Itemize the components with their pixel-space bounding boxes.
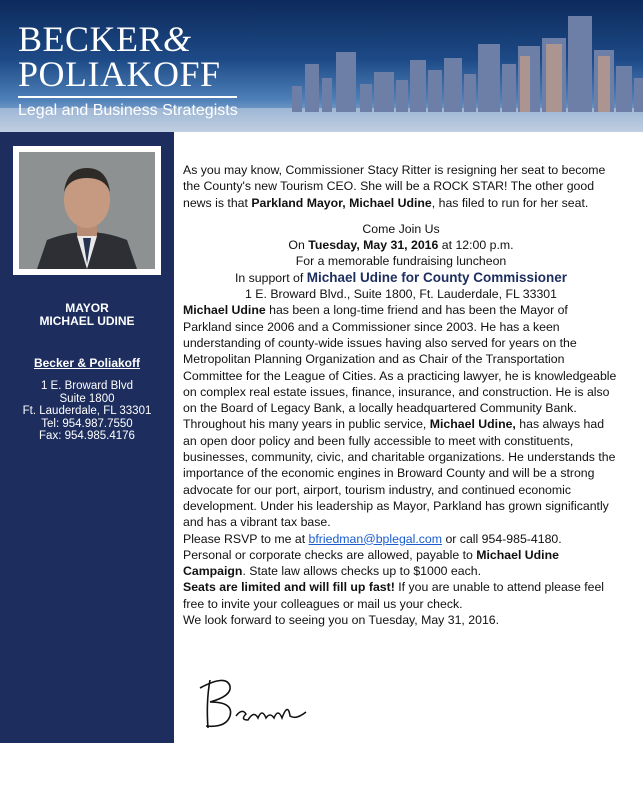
- sidebar-fax: Fax: 954.985.4176: [39, 430, 135, 442]
- firm-logo: [18, 19, 238, 121]
- logo-ampersand: &: [163, 19, 192, 59]
- sidebar-firm-name: Becker & Poliakoff: [33, 356, 141, 370]
- logo-divider: [18, 96, 237, 98]
- rsvp-text: Please RSVP to me at: [183, 531, 309, 546]
- header-banner: [0, 0, 643, 132]
- on-text: On: [288, 238, 309, 253]
- sidebar: [0, 132, 174, 743]
- checks-payee: Michael Udine Campaign: [183, 547, 559, 579]
- event-time: at 12:00 p.m.: [438, 238, 514, 253]
- logo-line-2: POLIAKOFF: [18, 54, 221, 94]
- bio-paragraph: [183, 302, 619, 416]
- intro-text: As you may know, Commissioner Stacy Ritter is resigning her seat to become the County's new Tourism CEO. She will be a ROCK STAR! The other good news is that: [183, 163, 606, 210]
- support-line: [183, 270, 619, 286]
- event-date-line: [183, 237, 619, 253]
- intro-text-end: , has filed to run for her seat.: [431, 195, 589, 210]
- event-location: 1 E. Broward Blvd., Suite 1800, Ft. Lauderdale, FL 33301: [245, 287, 557, 302]
- event-date: Tuesday, May 31, 2016: [308, 238, 439, 253]
- checks-paragraph: [183, 547, 619, 580]
- logo-line-1: BECKER: [18, 19, 164, 59]
- sidebar-address-line: Ft. Lauderdale, FL 33301: [22, 405, 152, 417]
- support-prefix: In support of: [234, 270, 307, 285]
- rsvp-phone-text: or call 954-985-4180.: [442, 531, 562, 546]
- limited-bold-text: Seats are limited and will fill up fast!: [183, 580, 395, 595]
- page-footer-blank: [0, 743, 643, 788]
- sidebar-address-line: Suite 1800: [59, 392, 115, 405]
- intro-bold-text: Parkland Mayor, Michael Udine: [251, 195, 432, 210]
- intro-paragraph: [183, 162, 619, 211]
- limited-text: If you are unable to attend please feel free to invite your colleagues or mail us your check.: [183, 580, 605, 611]
- service-text: Throughout his many years in public service,: [183, 417, 430, 432]
- sidebar-title: MAYOR: [65, 301, 109, 315]
- sidebar-name: MICHAEL UDINE: [39, 314, 135, 328]
- sidebar-phone: Tel: 954.987.7550: [41, 417, 133, 430]
- headshot-photo: [19, 152, 155, 269]
- headshot-frame: [13, 146, 161, 275]
- service-text-end: has always had an open door policy and been fully accessible to meet with constituents, businesses, community, civic, and charitable organizations. He understands the importance of the economic engines in Broward County and will be a strong advocate for our port, airport, tourism industry, and continued economic development. Under his leadership as Mayor, Parkland has grown significantly and has a vibrant tax base.: [183, 417, 616, 530]
- campaign-title: Michael Udine for County Commissioner: [306, 269, 568, 285]
- bio-text: has been a long-time friend and has been the Mayor of Parkland since 2006 and a Commissioner since 2003. He has a keen understanding of county-wide issues having also served for years on the Metropolitan Planning Organization and as Chair of the Transportation Committee for the League of Cities. As a practicing lawyer, he is knowledgeable on complex real estate issues, finance, insurance, and construction. He is also on the Board of Legacy Bank, a locally headquartered Community Bank.: [183, 303, 617, 416]
- come-join-line: Come Join Us: [362, 221, 440, 236]
- checks-text: Personal or corporate checks are allowed, payable to: [183, 547, 477, 562]
- service-paragraph: [183, 416, 619, 530]
- bio-name: Michael Udine: [183, 303, 266, 318]
- rsvp-email-link[interactable]: bfriedman@bplegal.com: [308, 531, 443, 546]
- sidebar-contact: [0, 380, 174, 443]
- sidebar-name-block: [0, 302, 174, 328]
- letter-body: [183, 162, 619, 628]
- service-bold-name: Michael Udine,: [429, 417, 516, 432]
- logo-tagline: Legal and Business Strategists: [18, 102, 238, 119]
- luncheon-line: For a memorable fundraising luncheon: [295, 254, 507, 269]
- limited-paragraph: [183, 579, 619, 612]
- sidebar-address-line: 1 E. Broward Blvd: [40, 380, 134, 392]
- checks-text-end: . State law allows checks up to $1000 each.: [242, 564, 482, 579]
- closing-line: We look forward to seeing you on Tuesday, May 31, 2016.: [183, 613, 500, 628]
- handwritten-signature: [196, 672, 326, 734]
- rsvp-line: [183, 531, 619, 547]
